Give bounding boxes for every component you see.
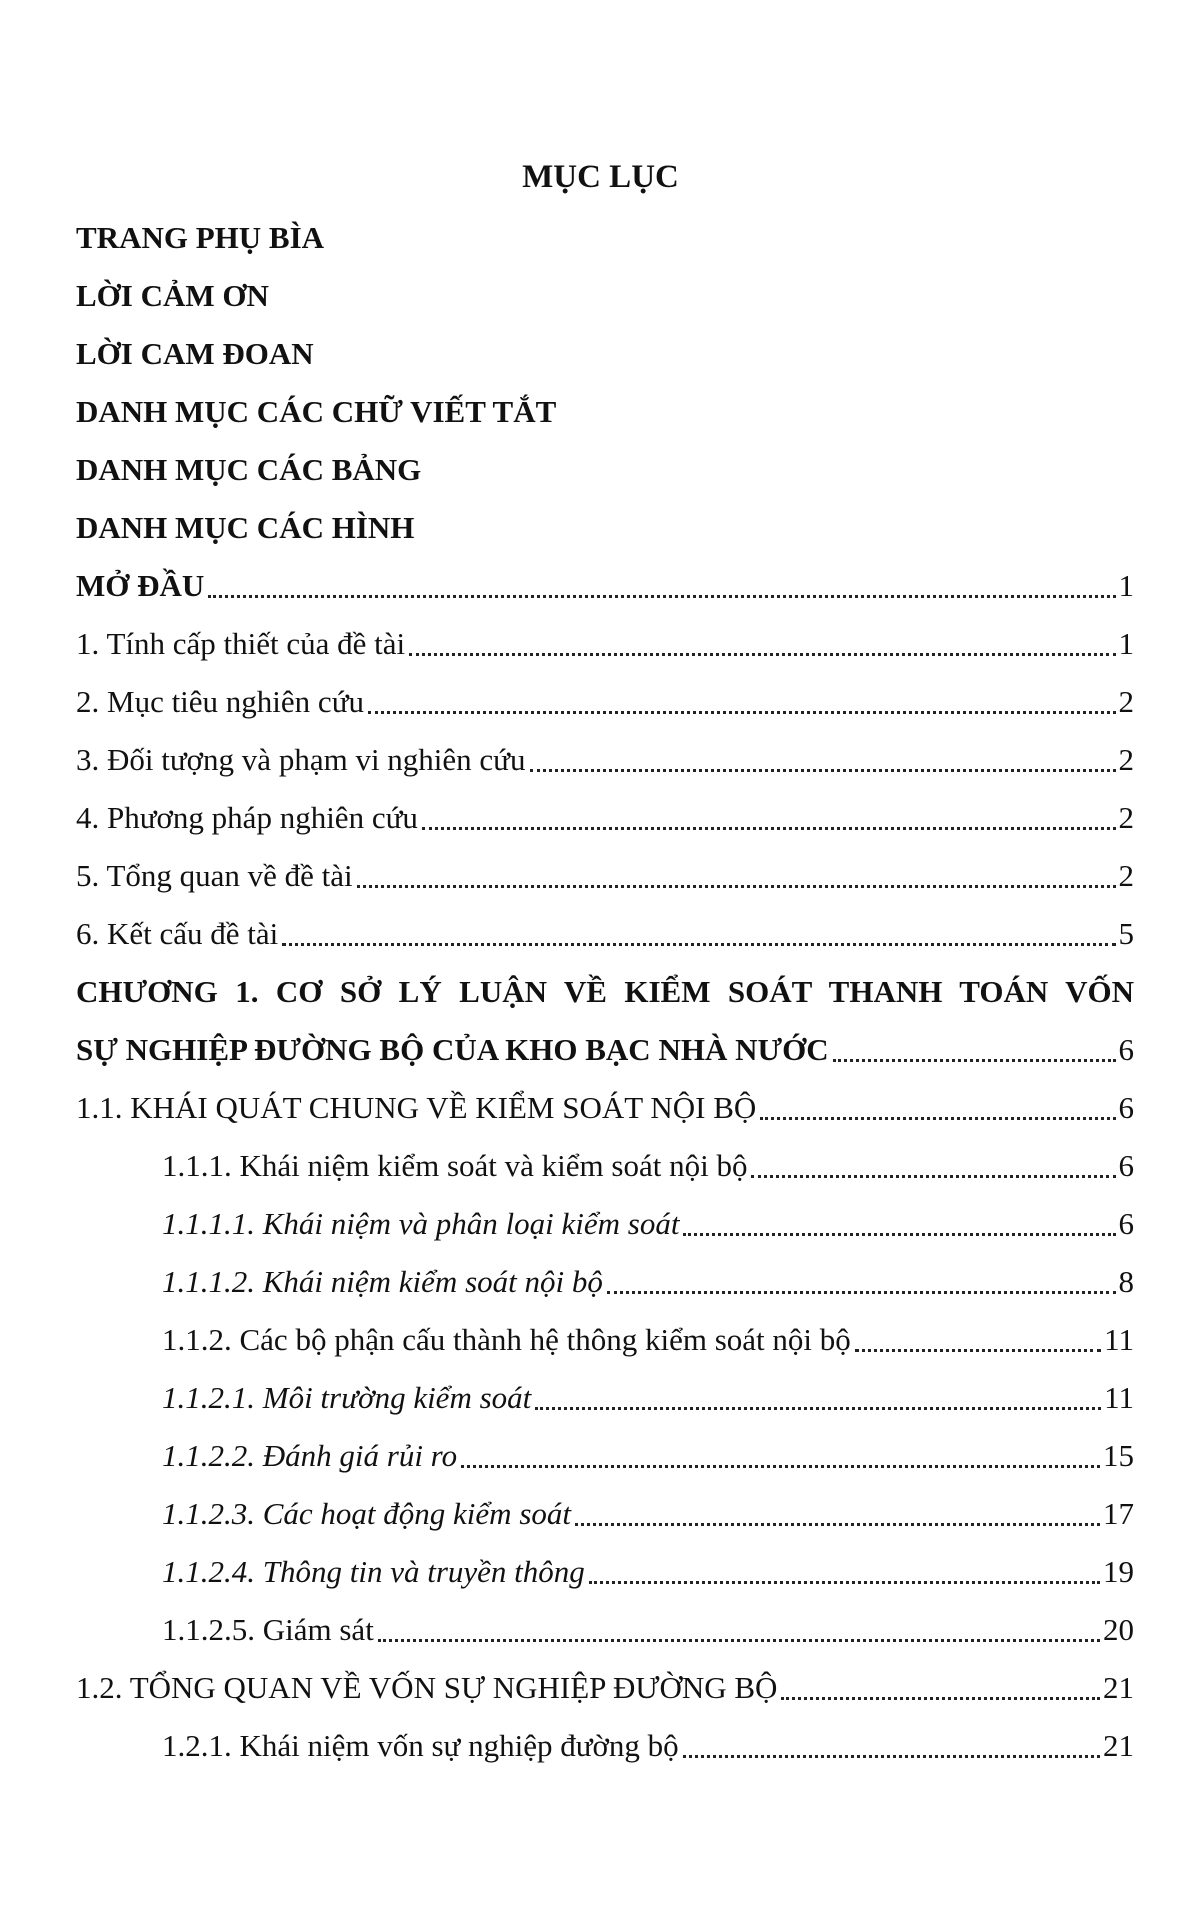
toc-page-number: 15 — [1103, 1438, 1134, 1473]
page-title: MỤC LỤC — [522, 159, 679, 195]
toc-entry — [76, 1021, 1134, 1079]
toc-entry-label: 2. Mục tiêu nghiên cứu — [76, 684, 364, 719]
toc-entry — [76, 847, 1134, 905]
toc-entry-label: LỜI CAM ĐOAN — [76, 336, 314, 371]
toc-page-number: 1 — [1118, 568, 1134, 603]
dot-leader — [422, 827, 1116, 830]
toc-entry — [76, 673, 1134, 731]
toc-entry-label: 1.2. TỔNG QUAN VỀ VỐN SỰ NGHIỆP ĐƯỜNG BỘ — [76, 1670, 778, 1705]
toc-entry — [76, 731, 1134, 789]
toc-page-number: 2 — [1118, 742, 1134, 777]
toc-page-number: 6 — [1118, 1032, 1134, 1067]
toc-entry-label: 3. Đối tượng và phạm vi nghiên cứu — [76, 742, 526, 777]
toc-entry — [76, 615, 1134, 673]
toc-entry-label: LỜI CẢM ƠN — [76, 278, 269, 313]
toc-entry-label: DANH MỤC CÁC BẢNG — [76, 452, 422, 487]
toc-entry — [76, 1601, 1134, 1659]
toc-entry-label: 6. Kết cấu đề tài — [76, 916, 279, 951]
dot-leader — [751, 1175, 1115, 1178]
toc-entry-label: DANH MỤC CÁC CHỮ VIẾT TẮT — [76, 394, 557, 429]
dot-leader — [368, 711, 1116, 714]
toc-entry — [76, 1311, 1134, 1369]
toc-chapter-line — [76, 963, 1134, 1021]
toc-entry — [76, 1079, 1134, 1137]
dot-leader — [683, 1755, 1100, 1758]
toc-entry — [76, 1253, 1134, 1311]
toc-entry-label: 1.1.2.2. Đánh giá rủi ro — [162, 1438, 458, 1473]
toc-entry — [76, 441, 1134, 499]
dot-leader — [607, 1291, 1116, 1294]
toc-page-number: 11 — [1104, 1380, 1134, 1415]
toc-page-number: 1 — [1118, 626, 1134, 661]
toc-page-number: 20 — [1103, 1612, 1134, 1647]
toc-entry — [76, 1369, 1134, 1427]
toc-entry — [76, 905, 1134, 963]
dot-leader — [760, 1117, 1115, 1120]
toc-entry — [76, 383, 1134, 441]
toc-entry-label: SỰ NGHIỆP ĐƯỜNG BỘ CỦA KHO BẠC NHÀ NƯỚC — [76, 1032, 829, 1067]
dot-leader — [781, 1697, 1100, 1700]
dot-leader — [409, 653, 1115, 656]
dot-leader — [208, 595, 1115, 598]
toc-entry-label: CHƯƠNG 1. CƠ SỞ LÝ LUẬN VỀ KIỂM SOÁT THANH TOÁN VỐN — [76, 974, 1134, 1009]
dot-leader — [357, 885, 1116, 888]
toc-entry-label: 1. Tính cấp thiết của đề tài — [76, 626, 406, 661]
toc-entry — [76, 209, 1134, 267]
toc-entry-label: 1.1.2.4. Thông tin và truyền thông — [162, 1554, 585, 1589]
dot-leader — [378, 1639, 1100, 1642]
toc-entry-label: 4. Phương pháp nghiên cứu — [76, 800, 418, 835]
toc-page-number: 6 — [1118, 1206, 1134, 1241]
dot-leader — [855, 1349, 1101, 1352]
toc-entry — [76, 267, 1134, 325]
toc-entry-label: 1.1.1.1. Khái niệm và phân loại kiểm soát — [162, 1206, 680, 1241]
toc-entry-label: MỞ ĐẦU — [76, 568, 205, 603]
toc-entry — [76, 1717, 1134, 1775]
toc-entry-label: 1.1.2.5. Giám sát — [162, 1612, 374, 1647]
toc-page-number: 6 — [1118, 1090, 1134, 1125]
toc-entry-label: 1.1. KHÁI QUÁT CHUNG VỀ KIỂM SOÁT NỘI BỘ — [76, 1090, 757, 1125]
toc-page-number: 17 — [1103, 1496, 1134, 1531]
toc-entry — [76, 499, 1134, 557]
dot-leader — [683, 1233, 1115, 1236]
toc-page-number: 19 — [1103, 1554, 1134, 1589]
toc-entry-label: 1.1.1.2. Khái niệm kiểm soát nội bộ — [162, 1264, 603, 1299]
dot-leader — [575, 1523, 1100, 1526]
toc-entry-label: DANH MỤC CÁC HÌNH — [76, 510, 415, 545]
toc-entry-label: 1.1.2.3. Các hoạt động kiểm soát — [162, 1496, 571, 1531]
toc-page-number: 21 — [1103, 1728, 1134, 1763]
dot-leader — [833, 1059, 1116, 1062]
toc-entry — [76, 1543, 1134, 1601]
table-of-contents — [76, 209, 1134, 1775]
toc-page-number: 5 — [1118, 916, 1134, 951]
dot-leader — [535, 1407, 1101, 1410]
toc-page-number: 2 — [1118, 858, 1134, 893]
toc-page-number: 21 — [1103, 1670, 1134, 1705]
dot-leader — [282, 943, 1115, 946]
toc-page-number: 11 — [1104, 1322, 1134, 1357]
toc-entry-label: TRANG PHỤ BÌA — [76, 220, 325, 255]
toc-entry — [76, 1659, 1134, 1717]
toc-entry — [76, 557, 1134, 615]
toc-entry-label: 1.2.1. Khái niệm vốn sự nghiệp đường bộ — [162, 1728, 679, 1763]
toc-entry-label: 5. Tổng quan về đề tài — [76, 858, 353, 893]
toc-page-number: 6 — [1118, 1148, 1134, 1183]
dot-leader — [589, 1581, 1100, 1584]
dot-leader — [530, 769, 1116, 772]
toc-entry — [76, 1195, 1134, 1253]
toc-entry — [76, 325, 1134, 383]
toc-entry-label: 1.1.2. Các bộ phận cấu thành hệ thông kiểm soát nội bộ — [162, 1322, 851, 1357]
toc-entry-label: 1.1.2.1. Môi trường kiểm soát — [162, 1380, 532, 1415]
dot-leader — [461, 1465, 1100, 1468]
toc-page-number: 2 — [1118, 684, 1134, 719]
toc-entry — [76, 1485, 1134, 1543]
toc-entry — [76, 789, 1134, 847]
toc-page-number: 2 — [1118, 800, 1134, 835]
toc-page-number: 8 — [1118, 1264, 1134, 1299]
toc-entry — [76, 1137, 1134, 1195]
toc-entry-label: 1.1.1. Khái niệm kiểm soát và kiểm soát nội bộ — [162, 1148, 748, 1183]
toc-entry — [76, 1427, 1134, 1485]
